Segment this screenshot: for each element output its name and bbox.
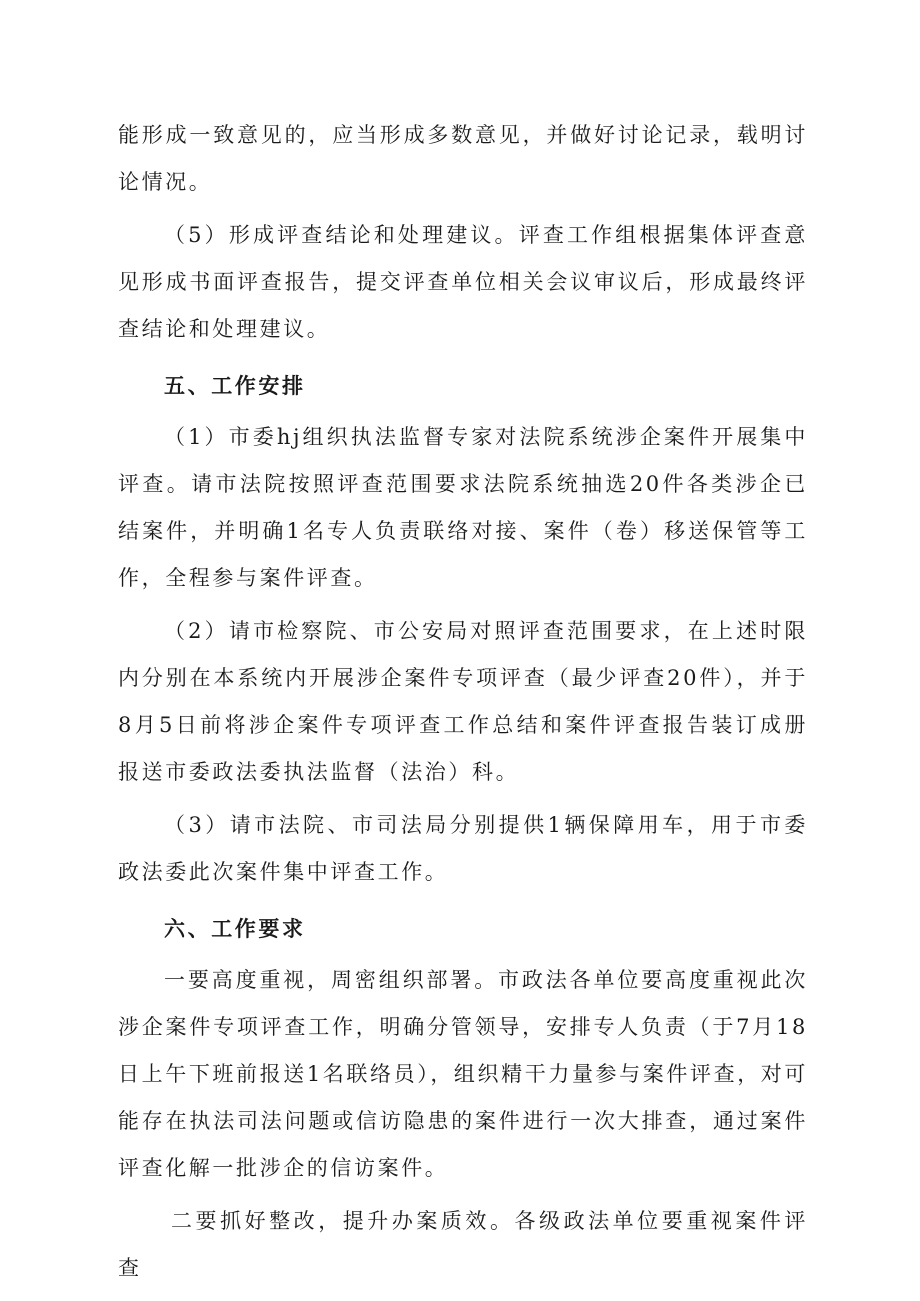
paragraph-requirement-1: 一要高度重视，周密组织部署。市政法各单位要高度重视此次涉企案件专项评查工作，明确分管领导，安排专人负责（于7月18日上午下班前报送1名联络员），组织精干力量参与案件评查，对可能存在执法司法问题或信访隐患的案件进行一次大排查，通过案件评查化解一批涉企的信访案件。 [118, 968, 808, 1180]
paragraph-item-5-conclusion: （5）形成评查结论和处理建议。评查工作组根据集体评查意见形成书面评查报告，提交评查单位相关会议审议后，形成最终评查结论和处理建议。 [118, 223, 808, 341]
paragraph-arrangement-2: （2）请市检察院、市公安局对照评查范围要求，在上述时限内分别在本系统内开展涉企案件专项评查（最少评查20件），并于8月5日前将涉企案件专项评查工作总结和案件评查报告装订成册报送市委政法委执法监督（法治）科。 [118, 619, 808, 784]
section-heading-work-arrangement: 五、工作安排 [164, 374, 306, 398]
paragraph-arrangement-3: （3）请市法院、市司法局分别提供1辆保障用车，用于市委政法委此次案件集中评查工作。 [118, 813, 808, 884]
document-page [118, 112, 808, 1292]
section-heading-work-requirements: 六、工作要求 [164, 917, 306, 941]
paragraph-arrangement-1: （1）市委hj组织执法监督专家对法院系统涉企案件开展集中评查。请市法院按照评查范围要求法院系统抽选20件各类涉企已结案件，并明确1名专人负责联络对接、案件（卷）移送保管等工作，全程参与案件评查。 [118, 425, 808, 590]
paragraph-requirement-2: 二要抓好整改，提升办案质效。各级政法单位要重视案件评查 [118, 1209, 808, 1280]
paragraph-discussion-record: 能形成一致意见的，应当形成多数意见，并做好讨论记录，载明讨论情况。 [118, 123, 808, 194]
